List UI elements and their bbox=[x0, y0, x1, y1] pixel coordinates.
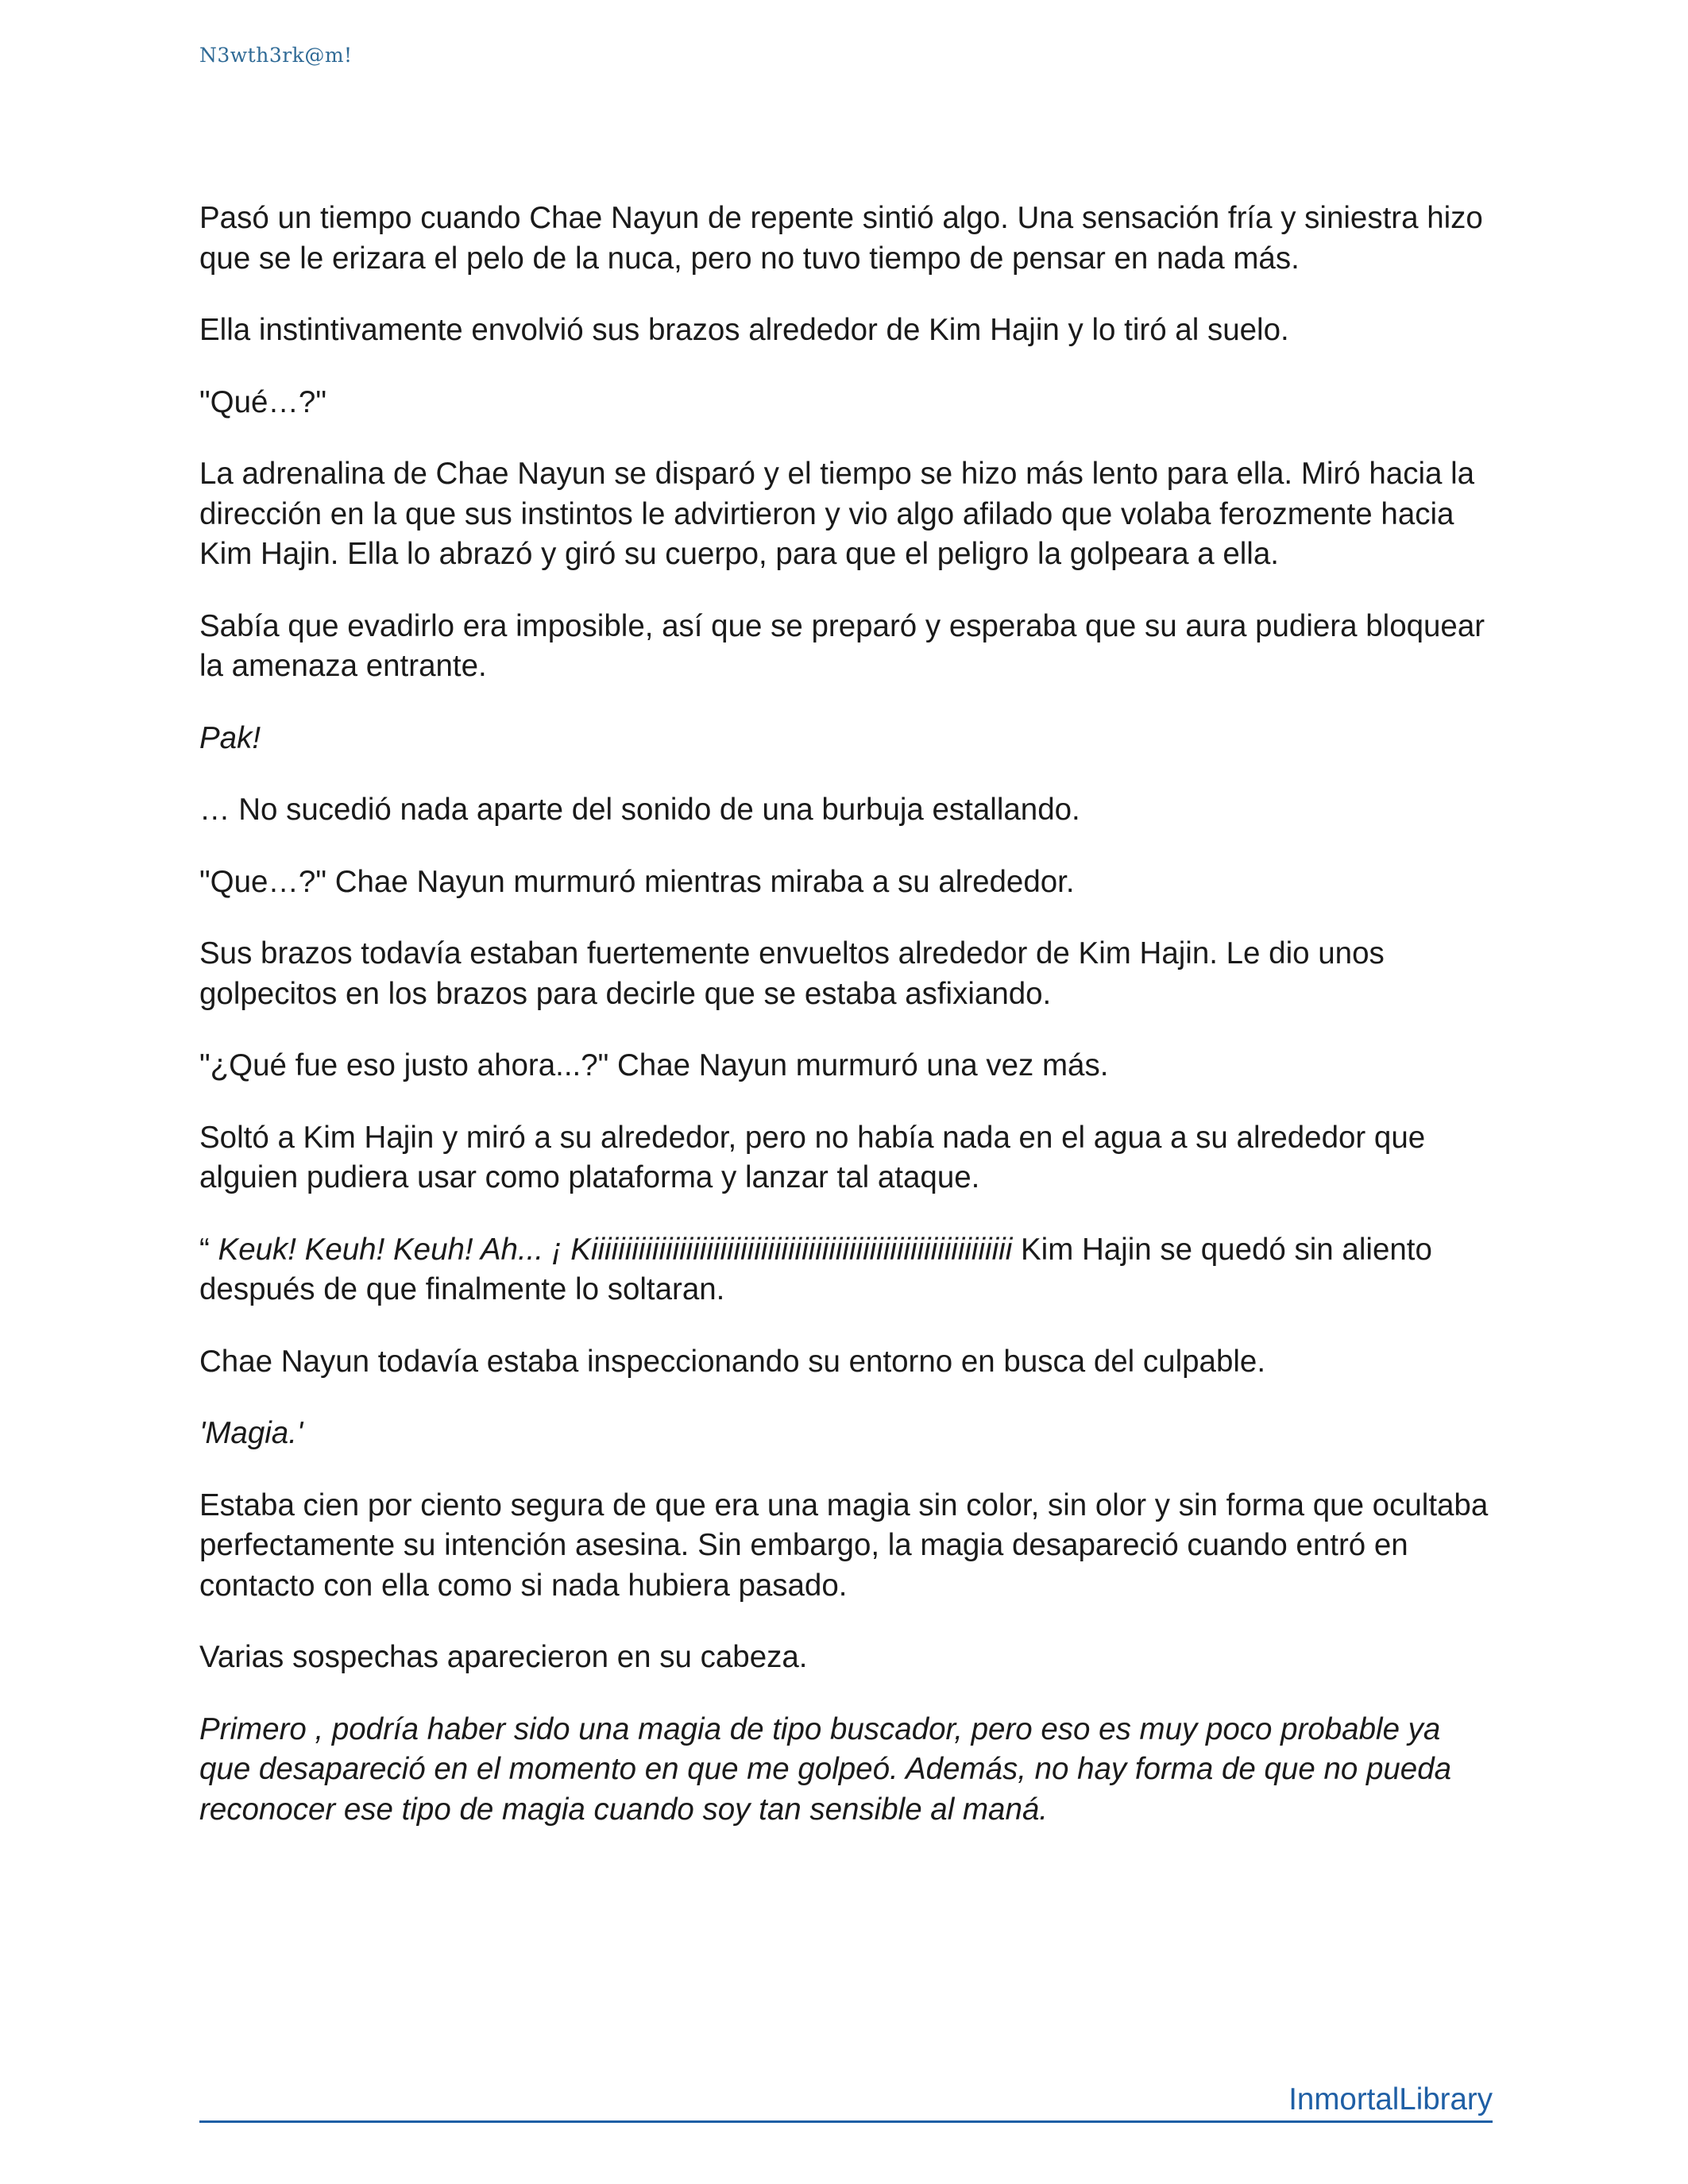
paragraph-16: Varias sospechas aparecieron en su cabeza. bbox=[199, 1640, 808, 1674]
paragraph-8: "Que…?" Chae Nayun murmuró mientras miraba a su alrededor. bbox=[199, 864, 1075, 899]
paragraph-13: Chae Nayun todavía estaba inspeccionando su entorno en busca del culpable. bbox=[199, 1344, 1266, 1379]
document-body bbox=[199, 199, 1494, 1862]
paragraph-9: Sus brazos todavía estaban fuertemente envueltos alrededor de Kim Hajin. Le dio unos golpecitos en los brazos para decirle que se estaba asfixiando. bbox=[199, 936, 1385, 1011]
paragraph-5: Sabía que evadirlo era imposible, así que se preparó y esperaba que su aura pudiera bloquear la amenaza entrante. bbox=[199, 608, 1485, 683]
paragraph-7: … No sucedió nada aparte del sonido de una burbuja estallando. bbox=[199, 793, 1080, 827]
paragraph-12-italic: Keuk! Keuh! Keuh! Ah... ¡ Kiiiiiiiiiiiiiiiiiiiiiiiiiiiiiiiiiiiiiiiiiiiiiiiiiiiiiiiiiiiiii bbox=[218, 1232, 1013, 1267]
paragraph-11: Soltó a Kim Hajin y miró a su alrededor, pero no había nada en el agua a su alrededor que alguien pudiera usar como plataforma y lanzar tal ataque. bbox=[199, 1120, 1426, 1194]
paragraph-12-suffix: Kim Hajin se quedó sin aliento después de que finalmente lo soltaran. bbox=[199, 1232, 1432, 1306]
paragraph-12-prefix: “ bbox=[199, 1232, 218, 1267]
paragraph-3: "Qué…?" bbox=[199, 384, 327, 419]
paragraph-1: Pasó un tiempo cuando Chae Nayun de repente sintió algo. Una sensación fría y siniestra hizo que se le erizara el pelo de la nuca, pero no tuvo tiempo de pensar en nada más. bbox=[199, 201, 1483, 276]
paragraph-4: La adrenalina de Chae Nayun se disparó y el tiempo se hizo más lento para ella. Miró hacia la dirección en la que sus instintos le advirtieron y vio algo afilado que volaba ferozmente hacia Kim Hajin. Ella lo abrazó y giró su cuerpo, para que el peligro la golpeara a ella. bbox=[199, 457, 1475, 571]
paragraph-14-thought: 'Magia.' bbox=[199, 1416, 303, 1450]
paragraph-17-thought: Primero , podría haber sido una magia de tipo buscador, pero eso es muy poco probable ya que desapareció en el momento en que me golpeó. Además, no hay forma de que no pueda reconocer ese tipo de magia cuando soy tan sensible al maná. bbox=[199, 1711, 1452, 1827]
footer-link[interactable]: InmortalLibrary bbox=[1288, 2082, 1493, 2116]
paragraph-15: Estaba cien por ciento segura de que era una magia sin color, sin olor y sin forma que ocultaba perfectamente su intención asesina. Sin embargo, la magia desapareció cuando entró en contacto con ella como si nada hubiera pasado. bbox=[199, 1488, 1489, 1603]
header-watermark: N3wth3rk@m! bbox=[199, 44, 353, 67]
paragraph-6-sound-effect: Pak! bbox=[199, 720, 261, 755]
footer bbox=[199, 2081, 1493, 2123]
paragraph-2: Ella instintivamente envolvió sus brazos alrededor de Kim Hajin y lo tiró al suelo. bbox=[199, 313, 1289, 347]
paragraph-12-mixed bbox=[199, 1230, 1494, 1310]
paragraph-10: "¿Qué fue eso justo ahora...?" Chae Nayun murmuró una vez más. bbox=[199, 1048, 1109, 1082]
